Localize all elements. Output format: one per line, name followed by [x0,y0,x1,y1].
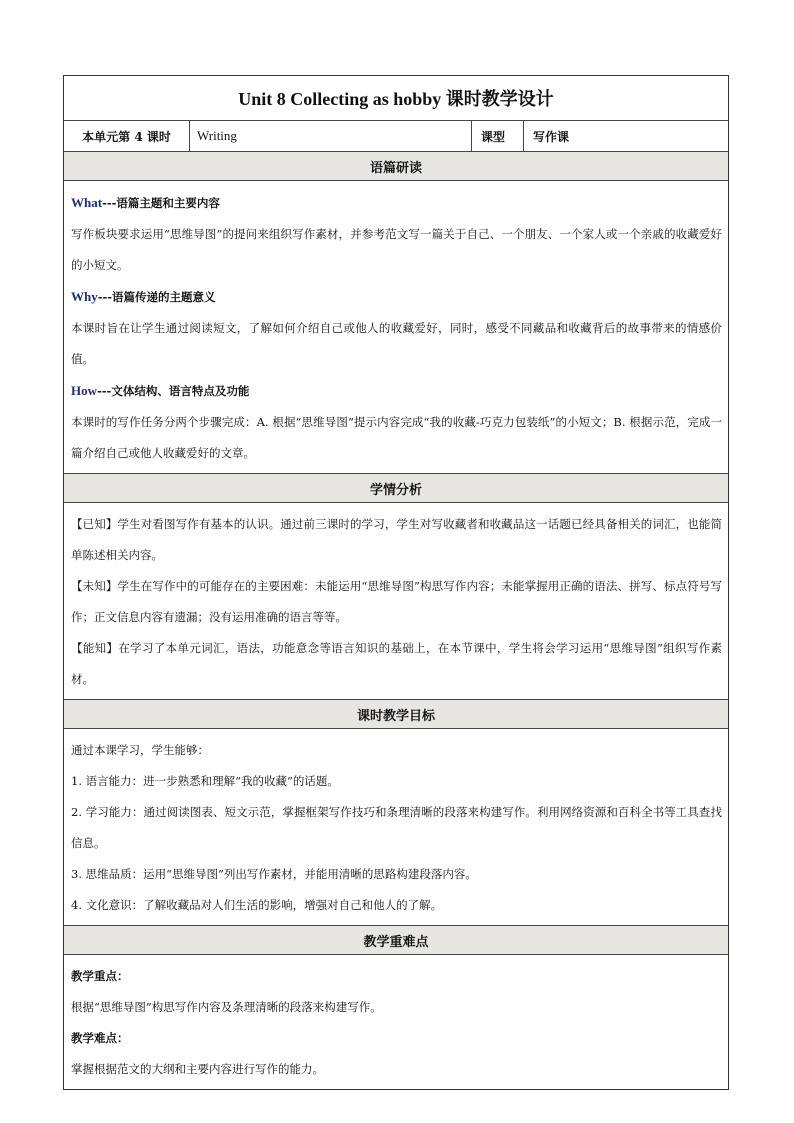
lesson-value-cell: Writing [190,121,472,151]
key-point-label: 教学重点： [71,969,129,983]
why-label: Why [71,289,98,304]
why-subtitle: ---语篇传递的主题意义 [97,290,216,304]
how-subtitle: ---文体结构、语言特点及功能 [97,384,250,398]
how-paragraph: 本课时的写作任务分两个步骤完成：A. 根据“思维导图”提示内容完成“我的收藏-巧克力包装纸”的小短文；B. 根据示范，完成一篇介绍自己或他人收藏爱好的文章。 [71,415,722,460]
section-heading-learner-analysis: 学情分析 [64,474,728,503]
key-point-text: 根据“思维导图”构思写作内容及条理清晰的段落来构建写作。 [71,1000,382,1014]
known-paragraph: 【已知】学生对看图写作有基本的认识。通过前三课时的学习，学生对写收藏者和收藏品这一话题已经具备相关的词汇，也能简单陈述相关内容。 [71,517,722,562]
objective-item: 3. 思维品质：运用“思维导图”列出写作素材，并能用清晰的思路构建段落内容。 [71,867,477,881]
section-body-key-points [64,955,728,1089]
section-heading-text-study: 语篇研读 [64,152,728,181]
document-title: Unit 8 Collecting as hobby 课时教学设计 [64,76,728,121]
difficult-point-text: 掌握根据范文的大纲和主要内容进行写作的能力。 [71,1062,324,1076]
section-body-learner-analysis [64,503,728,700]
why-heading [71,281,722,313]
what-subtitle: ---语篇主题和主要内容 [102,196,220,210]
lesson-label-cell: 本单元第 4 课时 [64,121,190,151]
section-heading-key-points: 教学重难点 [64,926,728,955]
how-heading [71,375,722,407]
objective-item: 2. 学习能力：通过阅读图表、短文示范，掌握框架写作技巧和条理清晰的段落来构建写作。利用网络资源和百科全书等工具查找信息。 [71,805,722,850]
objective-item: 1. 语言能力：进一步熟悉和理解“我的收藏”的话题。 [71,774,339,788]
type-value-cell: 写作课 [533,129,570,144]
what-heading [71,187,722,219]
lesson-plan-table [63,75,729,1090]
section-body-objectives [64,729,728,926]
why-paragraph: 本课时旨在让学生通过阅读短文，了解如何介绍自己或他人的收藏爱好，同时，感受不同藏品和收藏背后的故事带来的情感价值。 [71,321,722,366]
section-body-text-study [64,181,728,474]
section-heading-objectives: 课时教学目标 [64,700,728,729]
lesson-meta-row [64,121,728,152]
what-label: What [71,195,103,210]
unknown-paragraph: 【未知】学生在写作中的可能存在的主要困难：未能运用“思维导图”构思写作内容；未能掌握用正确的语法、拼写、标点符号写作；正文信息内容有遗漏；没有运用准确的语言等等。 [71,579,722,624]
able-paragraph: 【能知】在学习了本单元词汇，语法，功能意念等语言知识的基础上，在本节课中，学生将会学习运用“思维导图”组织写作素材。 [71,641,722,686]
what-paragraph: 写作板块要求运用“思维导图”的提问来组织写作素材，并参考范文写一篇关于自己、一个朋友、一个家人或一个亲戚的收藏爱好的小短文。 [71,227,722,272]
difficult-point-label: 教学难点： [71,1031,129,1045]
objectives-intro: 通过本课学习，学生能够： [71,743,209,757]
objective-item: 4. 文化意识：了解收藏品对人们生活的影响，增强对自己和他人的了解。 [71,898,443,912]
type-label-cell: 课型 [472,121,524,151]
how-label: How [71,383,97,398]
